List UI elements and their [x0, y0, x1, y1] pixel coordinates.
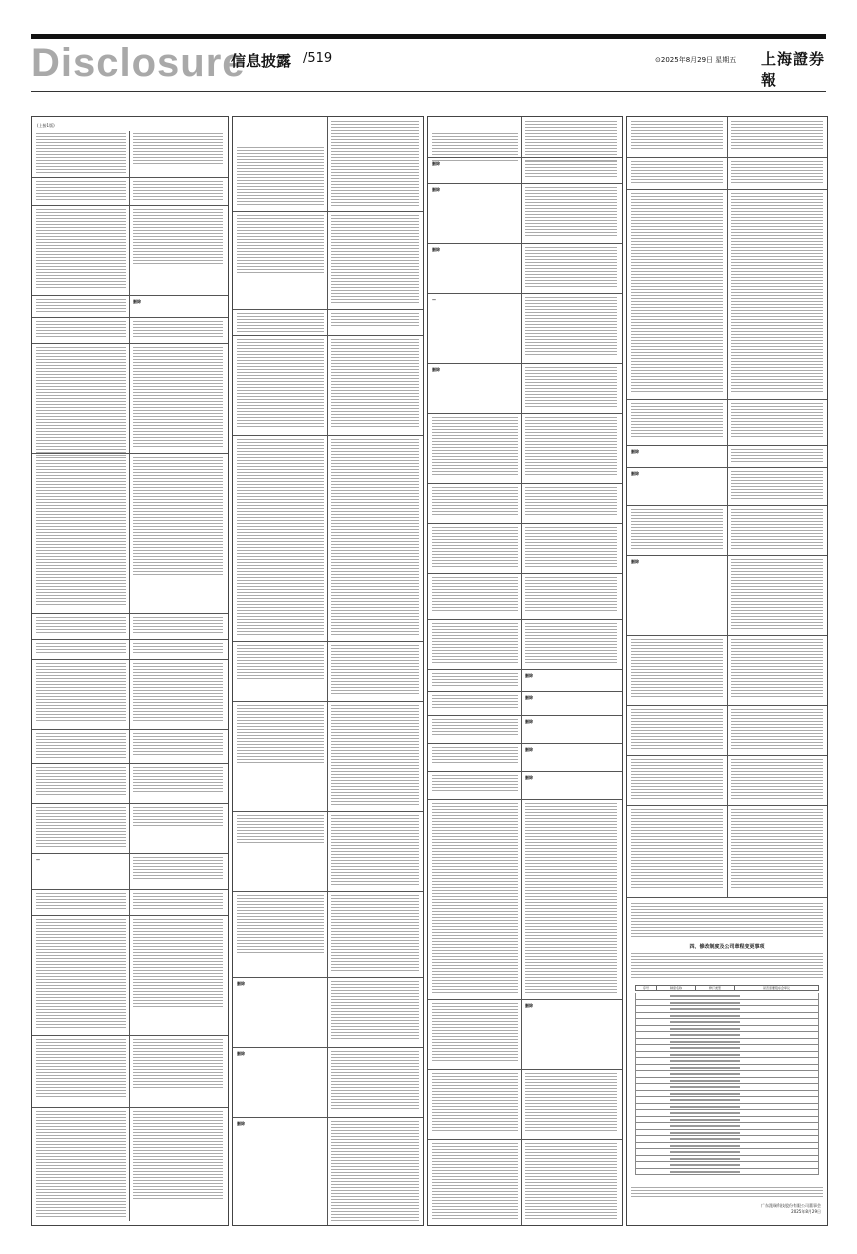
table-cell-text — [670, 1171, 740, 1173]
table-cell-text — [670, 1158, 740, 1160]
text-block — [36, 347, 126, 457]
table-cell-text — [670, 1093, 740, 1095]
row-divider — [233, 891, 423, 892]
row-divider — [32, 343, 228, 344]
row-divider — [627, 157, 827, 158]
table-cell-text — [670, 1060, 740, 1062]
row-divider — [428, 999, 622, 1000]
signature: 广东派瑞科技股份有限公司董事会 — [761, 1203, 821, 1208]
column-divider — [727, 117, 728, 897]
text-block — [133, 919, 223, 1009]
row-divider — [627, 189, 827, 190]
table-header-cell: 是否需要股东会审议 — [735, 986, 819, 991]
row-divider — [32, 295, 228, 296]
column-divider — [521, 117, 522, 1225]
text-block — [133, 733, 223, 755]
row-divider — [428, 523, 622, 524]
text-block — [525, 121, 617, 161]
text-block — [237, 705, 324, 765]
text-block — [36, 893, 126, 909]
row-divider — [428, 1069, 622, 1070]
date-text: 2025年8月29日 星期五 — [660, 56, 737, 64]
text-block — [133, 321, 223, 339]
delete-tag: 删除 — [631, 471, 639, 476]
dash-tag: — — [36, 857, 40, 862]
text-block — [237, 339, 324, 429]
delete-tag: 删除 — [525, 695, 533, 700]
row-divider — [233, 977, 423, 978]
text-block — [432, 673, 518, 687]
table-cell-text — [670, 1073, 740, 1075]
text-block — [133, 1039, 223, 1089]
text-block — [237, 645, 324, 681]
row-divider — [428, 1139, 622, 1140]
row-divider — [32, 915, 228, 916]
text-block — [432, 747, 518, 765]
delete-tag: 删除 — [237, 1121, 245, 1126]
panel-column-2 — [232, 116, 424, 1226]
row-divider — [627, 635, 827, 636]
row-divider — [32, 659, 228, 660]
text-block — [731, 193, 823, 393]
text-block — [133, 347, 223, 447]
masthead — [31, 42, 826, 88]
row-divider — [233, 309, 423, 310]
table-header-cell: 序号 — [636, 986, 657, 991]
panel-column-3 — [427, 116, 623, 1226]
row-divider — [428, 743, 622, 744]
table-cell-text — [670, 1021, 740, 1023]
table-cell-text — [670, 1015, 740, 1017]
row-divider — [627, 755, 827, 756]
text-block — [432, 1073, 518, 1133]
row-divider — [428, 799, 622, 800]
text-block — [631, 161, 723, 185]
delete-tag: 删除 — [432, 247, 440, 252]
row-divider — [428, 573, 622, 574]
row-divider — [428, 243, 622, 244]
text-block — [432, 695, 518, 709]
row-divider — [233, 1117, 423, 1118]
text-block — [331, 705, 419, 805]
text-block — [731, 471, 823, 499]
table-header-row — [636, 986, 819, 991]
text-block — [237, 313, 324, 333]
table-cell-text — [670, 1080, 740, 1082]
text-block — [731, 809, 823, 889]
text-block — [432, 487, 518, 517]
text-block — [237, 147, 324, 207]
text-block — [36, 209, 126, 289]
delete-tag: 删除 — [432, 187, 440, 192]
text-block — [432, 1003, 518, 1063]
delete-tag: 删除 — [525, 673, 533, 678]
delete-tag: 删除 — [133, 299, 141, 304]
text-block — [432, 623, 518, 663]
text-block — [432, 577, 518, 613]
table-cell-text — [670, 1008, 740, 1010]
text-block — [36, 1111, 126, 1219]
table-cell-text — [670, 1132, 740, 1134]
text-block — [525, 527, 617, 567]
dateline — [655, 55, 736, 65]
row-divider — [428, 771, 622, 772]
row-divider — [428, 293, 622, 294]
text-block — [525, 187, 617, 237]
text-block — [36, 807, 126, 847]
table-cell-text — [670, 1119, 740, 1121]
text-block — [731, 121, 823, 151]
row-divider — [233, 701, 423, 702]
text-block — [432, 719, 518, 737]
row-divider — [32, 729, 228, 730]
signature-date: 2025年8月29日 — [791, 1209, 821, 1214]
text-block — [133, 209, 223, 265]
paper-name: 上海證券報 — [761, 50, 826, 89]
table-cell-text — [670, 1125, 740, 1127]
text-block — [331, 981, 419, 1041]
text-block — [731, 639, 823, 699]
row-divider — [627, 399, 827, 400]
table-cell-text — [670, 1054, 740, 1056]
text-block — [631, 403, 723, 439]
date-icon: ⊙ — [655, 56, 661, 64]
row-divider — [627, 555, 827, 556]
delete-tag: 删除 — [432, 161, 440, 166]
text-block — [36, 1039, 126, 1099]
text-block — [331, 339, 419, 429]
delete-tag: 删除 — [237, 981, 245, 986]
text-block — [133, 457, 223, 577]
text-block — [731, 161, 823, 185]
text-block — [525, 487, 617, 517]
text-block — [525, 577, 617, 613]
row-divider — [428, 183, 622, 184]
row-divider — [32, 205, 228, 206]
text-block — [432, 417, 518, 477]
text-block — [525, 1073, 617, 1133]
text-block — [36, 767, 126, 797]
panel-column-1 — [31, 116, 229, 1226]
text-block — [432, 527, 518, 567]
table-header-cell: 制度名称 — [657, 986, 696, 991]
row-divider — [428, 413, 622, 414]
text-block — [631, 759, 723, 799]
table-cell-text — [670, 1151, 740, 1153]
text-block — [331, 895, 419, 971]
text-block — [525, 417, 617, 477]
table-cell-text — [670, 1099, 740, 1101]
row-divider — [233, 435, 423, 436]
top-rule — [31, 34, 826, 39]
row-divider — [428, 483, 622, 484]
text-block — [731, 559, 823, 629]
text-block — [631, 1187, 823, 1199]
row-divider — [32, 613, 228, 614]
text-block — [36, 299, 126, 313]
masthead-divider — [31, 91, 826, 92]
text-block — [36, 733, 126, 759]
text-block — [133, 1111, 223, 1201]
text-block — [631, 953, 823, 979]
row-divider — [32, 317, 228, 318]
text-block — [331, 645, 419, 695]
panel-header: (上接1版) — [37, 123, 55, 128]
row-divider — [627, 445, 827, 446]
row-divider — [32, 177, 228, 178]
table-cell-text — [670, 1034, 740, 1036]
row-divider — [233, 335, 423, 336]
text-block — [331, 313, 419, 327]
dash-tag: — — [432, 297, 436, 302]
text-block — [631, 903, 823, 939]
table-cell-text — [670, 1138, 740, 1140]
text-block — [525, 803, 617, 993]
row-divider — [233, 811, 423, 812]
text-block — [133, 767, 223, 793]
table-cell-text — [670, 1041, 740, 1043]
text-block — [133, 643, 223, 655]
row-divider — [627, 467, 827, 468]
table-cell-text — [670, 1047, 740, 1049]
row-divider — [32, 453, 228, 454]
text-block — [331, 439, 419, 635]
row-divider — [428, 363, 622, 364]
table-cell-text — [670, 1106, 740, 1108]
row-divider — [32, 889, 228, 890]
row-divider — [627, 805, 827, 806]
delete-tag: 删除 — [631, 559, 639, 564]
table-cell-text — [670, 1086, 740, 1088]
table-cell-text — [670, 1067, 740, 1069]
row-divider — [32, 1107, 228, 1108]
row-divider — [233, 211, 423, 212]
row-divider — [32, 853, 228, 854]
text-block — [432, 1143, 518, 1219]
row-divider — [627, 705, 827, 706]
text-block — [133, 617, 223, 635]
text-block — [36, 133, 126, 173]
text-block — [133, 857, 223, 881]
delete-tag: 删除 — [525, 1003, 533, 1008]
page-number: /519 — [303, 51, 333, 66]
text-block — [631, 709, 723, 749]
text-block — [525, 247, 617, 287]
text-block — [133, 893, 223, 909]
delete-tag: 删除 — [237, 1051, 245, 1056]
text-block — [237, 815, 324, 845]
row-divider — [428, 691, 622, 692]
text-block — [731, 709, 823, 749]
text-block — [525, 623, 617, 663]
text-block — [631, 639, 723, 699]
text-block — [525, 161, 617, 179]
text-block — [133, 181, 223, 201]
table-cell-text — [670, 1112, 740, 1114]
panel-column-4 — [626, 116, 828, 1226]
text-block — [525, 297, 617, 357]
row-divider — [627, 897, 827, 898]
text-block — [237, 215, 324, 275]
text-block — [237, 895, 324, 955]
row-divider — [32, 1035, 228, 1036]
table-cell-text — [670, 1145, 740, 1147]
text-block — [36, 321, 126, 339]
text-block — [525, 1143, 617, 1219]
text-block — [331, 815, 419, 885]
row-divider — [233, 1047, 423, 1048]
text-block — [331, 1121, 419, 1221]
text-block — [331, 1051, 419, 1111]
row-divider — [428, 715, 622, 716]
delete-tag: 删除 — [432, 367, 440, 372]
text-block — [432, 775, 518, 793]
text-block — [36, 919, 126, 1029]
table-cell-text — [670, 1164, 740, 1166]
table-cell-text — [670, 1002, 740, 1004]
text-block — [133, 807, 223, 827]
row-divider — [32, 639, 228, 640]
table-header-cell: 修订类型 — [696, 986, 735, 991]
revision-table — [635, 985, 819, 991]
delete-tag: 删除 — [525, 719, 533, 724]
table-row — [635, 1169, 819, 1176]
text-block — [331, 121, 419, 207]
text-block — [331, 215, 419, 305]
text-block — [36, 663, 126, 723]
row-divider — [428, 619, 622, 620]
notice-title: 四、修改制度及公司章程变更事项 — [689, 944, 765, 950]
table-cell-text — [670, 995, 740, 997]
text-block — [133, 133, 223, 165]
row-divider — [32, 763, 228, 764]
delete-tag: 删除 — [631, 449, 639, 454]
row-divider — [627, 505, 827, 506]
table-cell-text — [670, 1028, 740, 1030]
row-divider — [233, 641, 423, 642]
text-block — [237, 439, 324, 635]
section-title: 信息披露 — [231, 52, 292, 70]
text-block — [631, 509, 723, 549]
row-divider — [428, 669, 622, 670]
column-divider — [327, 117, 328, 1225]
brand-wordmark: Disclosure — [31, 41, 246, 85]
text-block — [133, 663, 223, 723]
text-block — [432, 803, 518, 993]
text-block — [36, 181, 126, 201]
text-block — [731, 509, 823, 549]
text-block — [731, 449, 823, 463]
text-block — [631, 193, 723, 393]
text-block — [36, 643, 126, 655]
text-block — [731, 403, 823, 439]
text-block — [36, 617, 126, 635]
text-block — [731, 759, 823, 799]
row-divider — [428, 157, 622, 158]
text-block — [631, 121, 723, 151]
delete-tag: 删除 — [525, 747, 533, 752]
delete-tag: 删除 — [525, 775, 533, 780]
text-block — [631, 809, 723, 889]
text-block — [525, 367, 617, 407]
text-block — [36, 457, 126, 607]
row-divider — [32, 803, 228, 804]
